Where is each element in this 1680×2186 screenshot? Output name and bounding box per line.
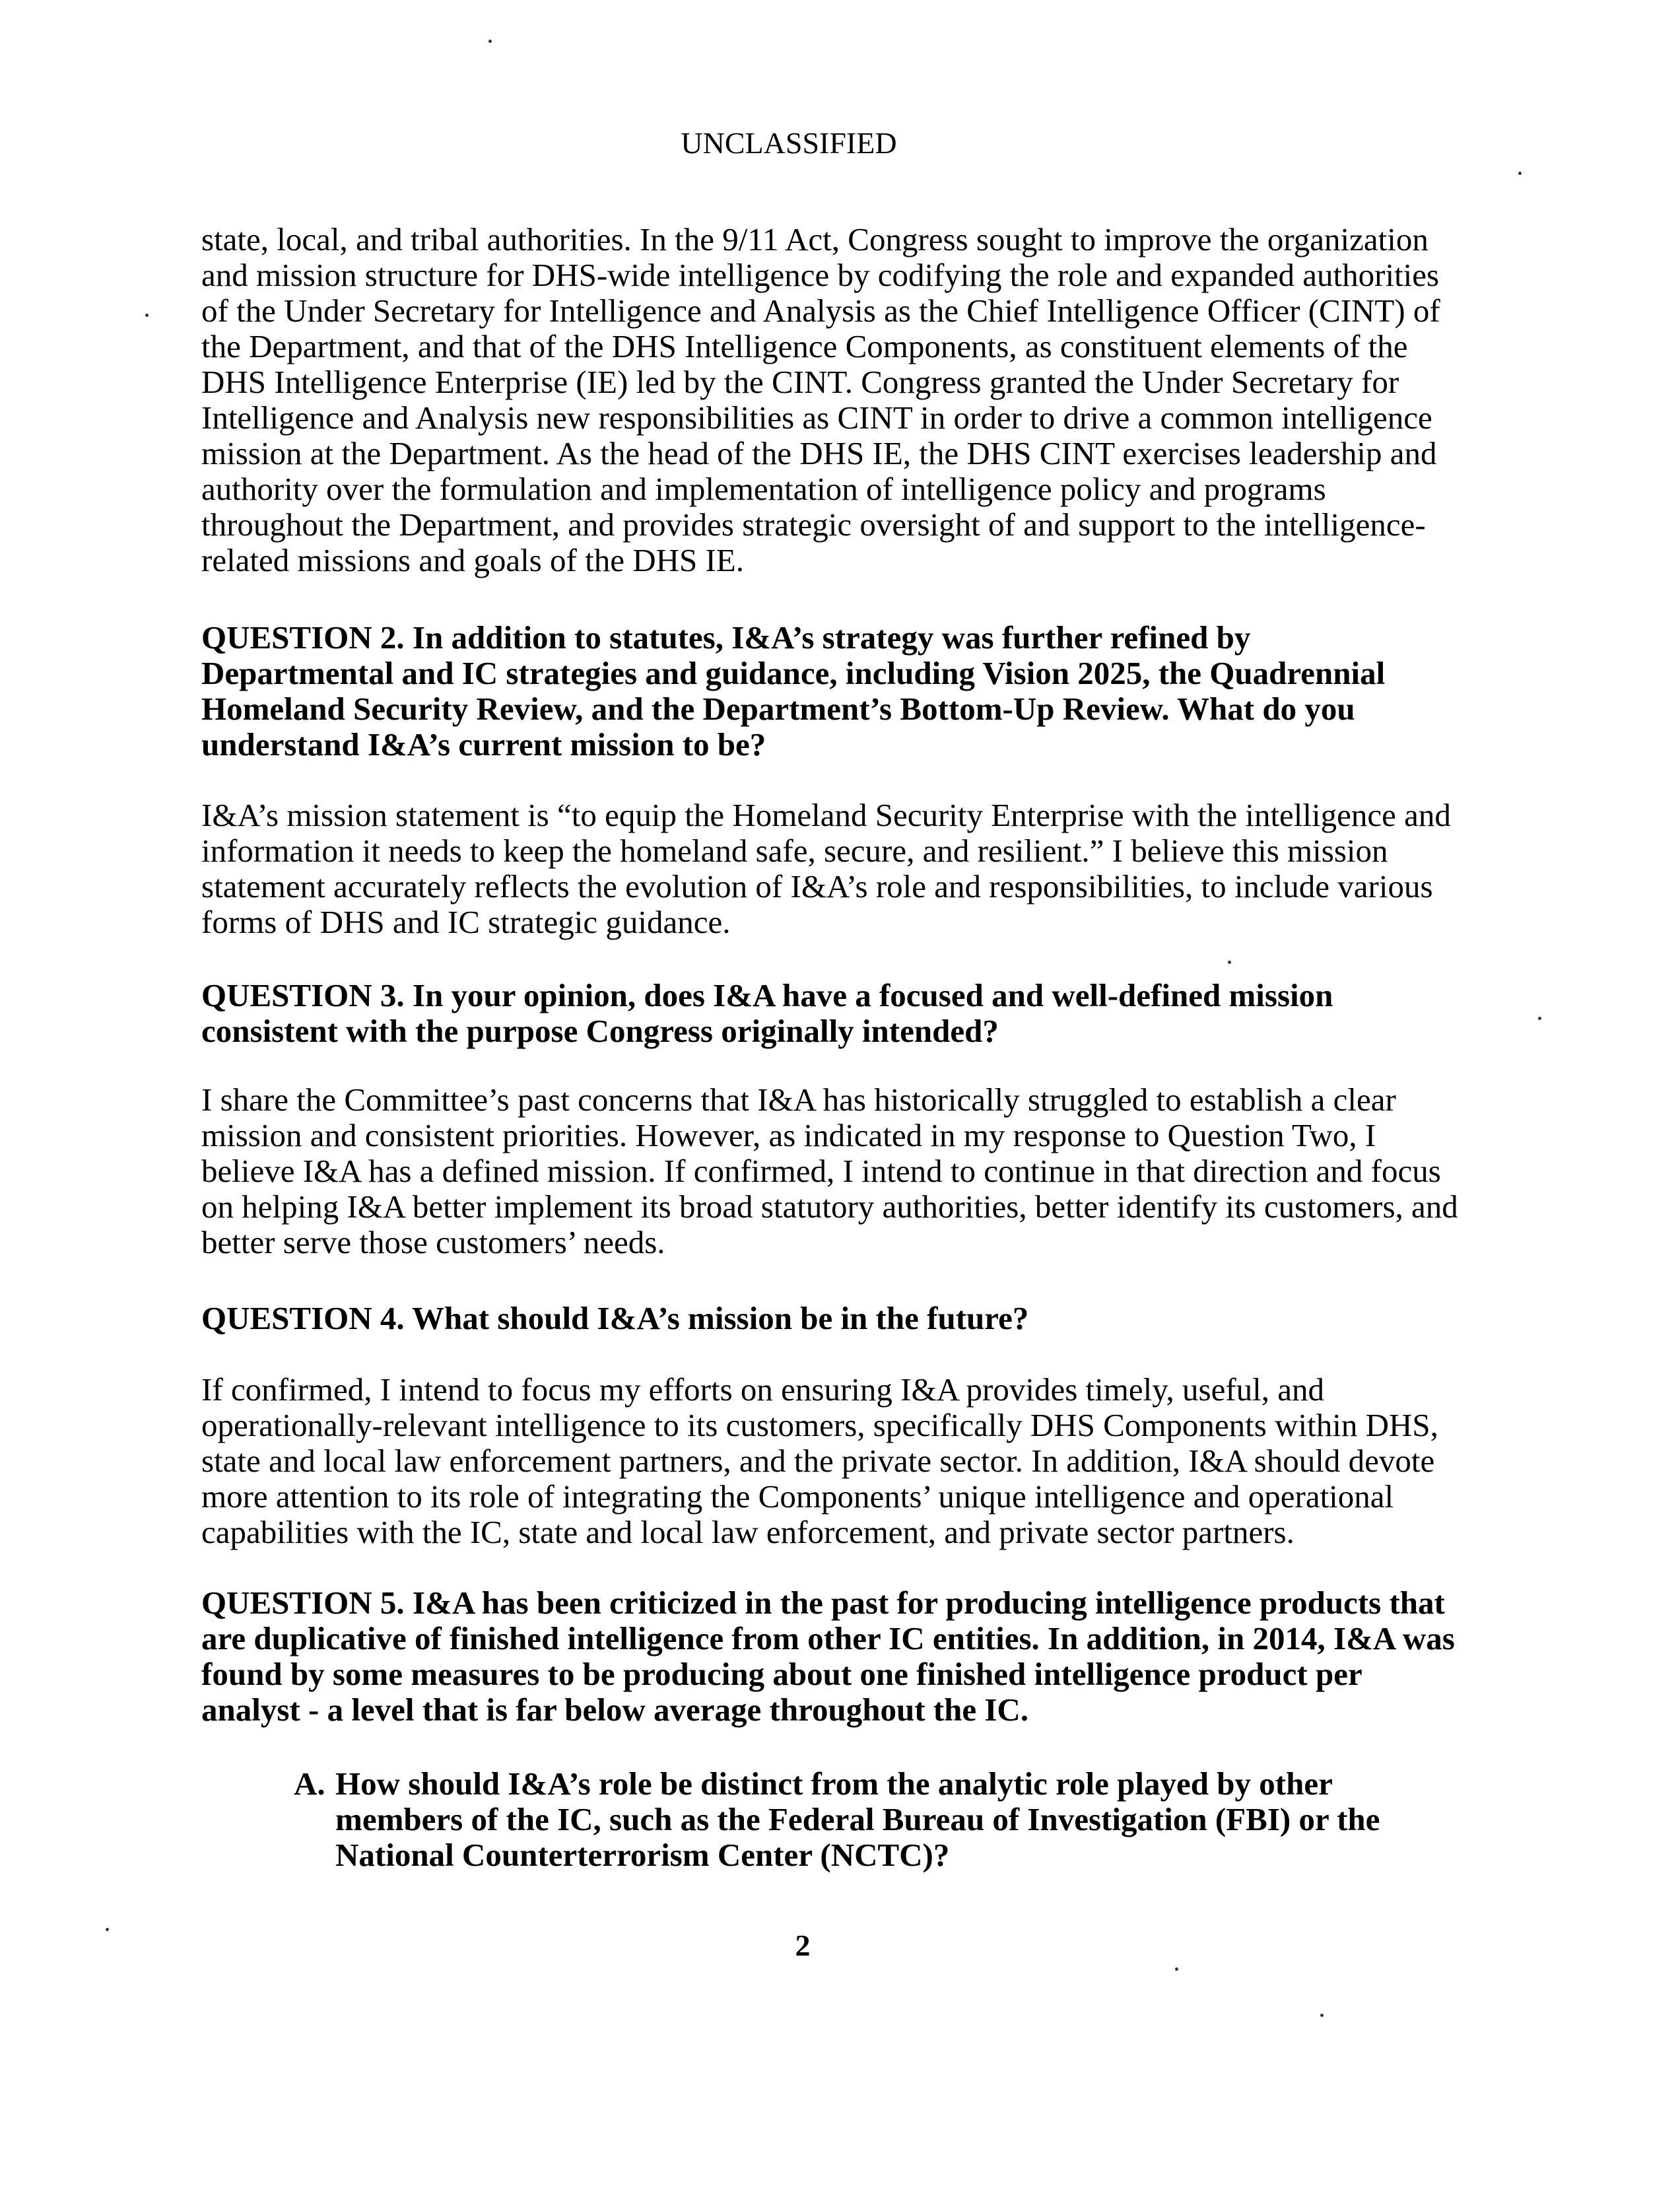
scan-speck xyxy=(488,40,492,43)
text-line: on helping I&A better implement its broad statutory authorities, better identify its customers, and xyxy=(201,1188,1458,1225)
text-line: better serve those customers’ needs. xyxy=(201,1224,665,1260)
text-line: state, local, and tribal authorities. In the 9/11 Act, Congress sought to improve the organization xyxy=(201,221,1428,257)
text-line: Departmental and IC strategies and guidance, including Vision 2025, the Quadrennial xyxy=(201,655,1386,691)
scan-speck xyxy=(1518,172,1522,175)
text-line: capabilities with the IC, state and local law enforcement, and private sector partners. xyxy=(201,1514,1294,1550)
text-line: information it needs to keep the homeland safe, secure, and resilient.” I believe this mission xyxy=(201,833,1388,869)
question-5 xyxy=(201,1585,1455,1728)
text-line: How should I&A’s role be distinct from the analytic role played by other xyxy=(335,1765,1333,1802)
paragraph-intro xyxy=(201,222,1440,578)
text-line: operationally-relevant intelligence to its customers, specifically DHS Components within DHS, xyxy=(201,1407,1438,1443)
classification-header: UNCLASSIFIED xyxy=(681,126,897,160)
question-5a-label: A. xyxy=(294,1765,325,1802)
text-line: found by some measures to be producing about one finished intelligence product per xyxy=(201,1656,1362,1692)
scan-speck xyxy=(1175,1967,1178,1971)
text-line: related missions and goals of the DHS IE. xyxy=(201,542,744,578)
text-line: mission and consistent priorities. However, as indicated in my response to Question Two, I xyxy=(201,1117,1376,1153)
question-5a xyxy=(335,1766,1380,1873)
text-line: QUESTION 2. In addition to statutes, I&A’s strategy was further refined by xyxy=(201,619,1251,656)
answer-4 xyxy=(201,1372,1438,1550)
text-line: If confirmed, I intend to focus my efforts on ensuring I&A provides timely, useful, and xyxy=(201,1371,1325,1408)
text-line: Intelligence and Analysis new responsibilities as CINT in order to drive a common intelligence xyxy=(201,399,1432,436)
text-line: National Counterterrorism Center (NCTC)? xyxy=(335,1837,950,1873)
text-line: throughout the Department, and provides strategic oversight of and support to the intelligence- xyxy=(201,506,1426,543)
answer-3 xyxy=(201,1082,1458,1260)
text-line: of the Under Secretary for Intelligence and Analysis as the Chief Intelligence Officer (CINT) of xyxy=(201,292,1440,329)
text-line: the Department, and that of the DHS Intelligence Components, as constituent elements of the xyxy=(201,328,1408,364)
text-line: QUESTION 4. What should I&A’s mission be in the future? xyxy=(201,1300,1029,1336)
question-4 xyxy=(201,1301,1028,1336)
text-line: are duplicative of finished intelligence from other IC entities. In addition, in 2014, I&A was xyxy=(201,1620,1455,1657)
text-line: DHS Intelligence Enterprise (IE) led by the CINT. Congress granted the Under Secretary for xyxy=(201,364,1399,400)
scan-speck xyxy=(1320,2014,1324,2017)
scan-speck xyxy=(1228,961,1231,964)
scan-speck xyxy=(145,314,149,317)
text-line: mission at the Department. As the head of the DHS IE, the DHS CINT exercises leadership and xyxy=(201,435,1437,471)
text-line: and mission structure for DHS-wide intelligence by codifying the role and expanded authorities xyxy=(201,257,1440,293)
text-line: statement accurately reflects the evolution of I&A’s role and responsibilities, to include various xyxy=(201,868,1433,905)
answer-2 xyxy=(201,798,1451,940)
text-line: I share the Committee’s past concerns that I&A has historically struggled to establish a clear xyxy=(201,1081,1396,1118)
text-line: more attention to its role of integrating the Components’ unique intelligence and operational xyxy=(201,1478,1394,1515)
text-line: analyst - a level that is far below average throughout the IC. xyxy=(201,1691,1029,1728)
page-number: 2 xyxy=(795,1929,811,1962)
scan-speck xyxy=(106,1928,109,1931)
text-line: forms of DHS and IC strategic guidance. xyxy=(201,904,731,940)
question-2 xyxy=(201,620,1385,763)
scan-speck xyxy=(1538,1017,1541,1020)
text-line: members of the IC, such as the Federal Bureau of Investigation (FBI) or the xyxy=(335,1801,1380,1837)
text-line: understand I&A’s current mission to be? xyxy=(201,726,766,763)
text-line: QUESTION 3. In your opinion, does I&A have a focused and well-defined mission xyxy=(201,977,1333,1013)
text-line: QUESTION 5. I&A has been criticized in the past for producing intelligence products that xyxy=(201,1585,1445,1621)
text-line: Homeland Security Review, and the Department’s Bottom-Up Review. What do you xyxy=(201,691,1355,727)
text-line: state and local law enforcement partners, and the private sector. In addition, I&A should devote xyxy=(201,1443,1435,1479)
text-line: I&A’s mission statement is “to equip the Homeland Security Enterprise with the intelligence and xyxy=(201,797,1451,833)
text-line: believe I&A has a defined mission. If confirmed, I intend to continue in that direction and focus xyxy=(201,1153,1441,1189)
text-line: authority over the formulation and implementation of intelligence policy and programs xyxy=(201,471,1326,507)
question-3 xyxy=(201,978,1333,1049)
text-line: consistent with the purpose Congress originally intended? xyxy=(201,1013,999,1049)
